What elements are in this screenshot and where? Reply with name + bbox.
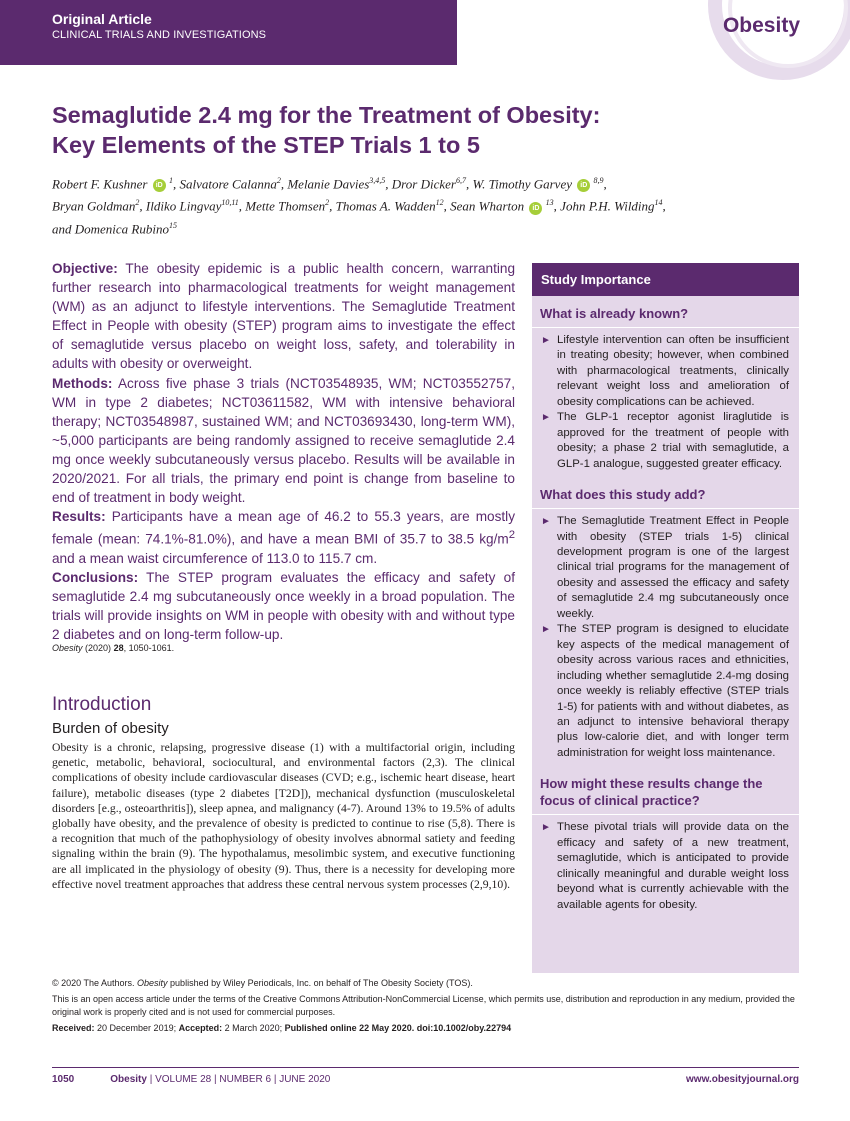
- author-line-3: [52, 216, 772, 238]
- affiliation-number: 12: [435, 198, 444, 208]
- author-line-2: Bryan Goldman$^2$, Ildiko Lingvay$^{10,11}$, Mette Thomsen$^2$, Thomas A. Wadden$^{12}$, Sean Wharton iD $^{13}$, John P.H. Wilding$^{14}$,: [52, 198, 666, 214]
- footer-journal-name: Obesity: [110, 1074, 147, 1085]
- abstract-label: Conclusions:: [52, 570, 139, 586]
- list-item-text: Lifestyle intervention can often be insufficient in treating obesity; however, when combined with pharmacological treatments, clinically relevant weight loss and amelioration of obesity complications can be achieved.: [557, 334, 789, 408]
- dates-line: [52, 1022, 812, 1035]
- affiliation-number: 3,4,5: [369, 176, 386, 185]
- arrow-bullet-icon: ►: [541, 516, 551, 528]
- affiliation-number: 8,9: [593, 176, 604, 185]
- author-list: [52, 171, 772, 238]
- introduction-body: Obesity is a chronic, relapsing, progressive disease (1) with a multifactorial origin, including genetic, metabolic, behavioral, sociocultural, and environmental factors (2,3). The clinical complications of obesity include cardiovascular diseases (CVD; e.g., ischemic heart disease, heart failure), metabolic diseases (type 2 diabetes [T2D]), mechanical dysfunction (musculoskeletal disorders [e.g., osteoarthritis]), sleep apnea, and malignancy (4-7). Around 13% to 19.5% of adults globally have obesity, and the prevalence of obesity is predicted to continue to rise (5,8). There is a recognition that much of the pathophysiology of obesity involves abnormal satiety and feeding signaling within the brain (9). The hypothalamus, mesolimbic system, and executive functioning are all implicated in the physiology of obesity (9). Thus, there is a necessity for developing more effective novel treatment approaches that address these central nervous system processes (2,9,10).: [52, 741, 515, 891]
- author-name: Bryan Goldman: [52, 198, 136, 214]
- abstract-label: Objective:: [52, 261, 118, 276]
- article-section: CLINICAL TRIALS AND INVESTIGATIONS: [52, 29, 267, 41]
- affiliation-number: 14: [654, 198, 663, 208]
- author-name: , Mette Thomsen: [238, 198, 326, 214]
- list-item: [532, 514, 799, 622]
- author-name: and Domenica Rubino: [52, 220, 169, 236]
- study-importance-title: Study Importance: [532, 263, 799, 296]
- author-line-1: Robert F. Kushner iD $^1$, Salvatore Calanna$^2$, Melanie Davies$^{3,4,5}$, Dror Dicker$^{6,7}$, W. Timothy Garvey iD $^{8,9}$,: [52, 176, 607, 192]
- superscript: 2: [508, 529, 515, 542]
- introduction-heading: Introduction: [52, 694, 152, 715]
- abstract-label: Results:: [52, 509, 106, 525]
- title-line-2: Key Elements of the STEP Trials 1 to 5: [52, 132, 480, 158]
- abstract-conclusions: [52, 568, 515, 644]
- citation-pages: , 1050-1061.: [123, 643, 175, 653]
- footer-block: [52, 977, 812, 1035]
- author-name: , Ildiko Lingvay: [139, 198, 222, 214]
- list-item-text: The STEP program is designed to elucidate key aspects of the medical management of obesity across various races and ethnicities, including whether semaglutide 2.4-mg dosing once weekly is reliably effective (STEP trials 1-5) for patients with and without diabetes, as an adjunct to intensive behavioral therapy plus low-calorie diet, and with longer term administration for weight loss maintenance.: [557, 623, 789, 759]
- copyright-line: [52, 977, 812, 990]
- article-title: [52, 100, 752, 160]
- affiliation-number: 2: [276, 176, 281, 185]
- abstract-methods: [52, 374, 515, 508]
- affiliation-number: 10,11: [221, 198, 239, 208]
- page-footer: [52, 1074, 799, 1085]
- affiliation-number: 2: [325, 198, 330, 208]
- affiliation-number: 2: [135, 198, 140, 208]
- author-name: , Sean Wharton: [443, 198, 525, 214]
- header-band: [0, 0, 457, 65]
- abstract-text: Across five phase 3 trials (NCT03548935, WM; NCT03552757, WM in type 2 diabetes; NCT03611582, WM with intensive behavioral therapy; NCT03548987, sustained WM; and NCT03693430, long-term WM), ~5,000 participants are being randomly assigned to receive semaglutide 2.4 mg once weekly subcutaneously versus placebo. Results will be available in 2020/2021. For all trials, the primary end point is change from baseline to end of treatment in body weight.: [52, 375, 515, 506]
- author-name: , Salvatore Calanna: [172, 176, 277, 192]
- accepted-date: 2 March 2020;: [222, 1023, 285, 1033]
- footer-divider: [52, 1067, 799, 1068]
- list-item-text: The Semaglutide Treatment Effect in People with obesity (STEP trials 1-5) clinical development program is one of the largest clinical trial programs for the management of obesity and assessed the efficacy and safety of semaglutide 2.4 mg subcutaneously once weekly.: [557, 515, 789, 620]
- author-name: , Thomas A. Wadden: [329, 198, 436, 214]
- list-item: [532, 333, 799, 410]
- abstract-label: Methods:: [52, 375, 113, 391]
- arrow-bullet-icon: ►: [541, 412, 551, 424]
- divider: [532, 814, 799, 815]
- orcid-icon[interactable]: iD: [577, 179, 590, 192]
- author-name: , W. Timothy Garvey: [465, 176, 572, 192]
- license-text: This is an open access article under the terms of the Creative Commons Attribution-NonCommercial License, which permits use, distribution and reproduction in any medium, provided the original work is properly cited and is not used for commercial purposes.: [52, 994, 795, 1017]
- citation-year: (2020): [85, 643, 112, 653]
- copyright-journal: Obesity: [137, 978, 168, 988]
- abstract: [52, 259, 515, 644]
- arrow-bullet-icon: ►: [541, 335, 551, 346]
- divider: [532, 327, 799, 328]
- abstract-text: The STEP program evaluates the efficacy and safety of semaglutide 2.4 mg subcutaneously once weekly in a broad population. The trials will provide insights on WM in people with obesity with and without type 2 diabetes and on long-term follow-up.: [52, 570, 515, 643]
- abstract-results: [52, 507, 515, 568]
- journal-url-link[interactable]: www.obesityjournal.org: [686, 1074, 799, 1085]
- author-name: , John P.H. Wilding: [553, 198, 655, 214]
- list-item-text: These pivotal trials will provide data on the efficacy and safety of a new treatment, semaglutide, which is anticipated to provide clinically meaningful and durable weight loss beyond what is currently achievable with the available agents for obesity.: [557, 821, 789, 911]
- box-section-heading: What is already known?: [540, 306, 689, 321]
- list-item: [532, 410, 799, 472]
- citation-volume: 28: [113, 643, 124, 653]
- divider: [532, 508, 799, 509]
- affiliation-number: 1: [168, 176, 173, 185]
- author-name: , Melanie Davies: [280, 176, 370, 192]
- journal-logo: [700, 0, 850, 100]
- abstract-text: and a mean waist circumference of 113.0 to 115.7 cm.: [52, 550, 378, 566]
- accepted-label: Accepted:: [178, 1023, 223, 1033]
- list-item: [532, 622, 799, 761]
- journal-logo-text: Obesity: [722, 14, 800, 37]
- copyright-text: © 2020 The Authors.: [52, 978, 138, 988]
- citation: [52, 643, 174, 653]
- abstract-text: The obesity epidemic is a public health concern, warranting further research into pharmacological treatments for weight management (WM) as an adjunct to lifestyle interventions. The Semaglutide Treatment Effect in People with obesity (STEP) program aims to investigate the effect of semaglutide versus placebo on weight loss, safety, and tolerability in adults with obesity or overweight.: [52, 261, 515, 372]
- list-item-text: The GLP-1 receptor agonist liraglutide is approved for the treatment of people with obesity; a phase 2 trial with semaglutide, a GLP-1 analogue, suggested greater efficacy.: [557, 411, 789, 470]
- arrow-bullet-icon: ►: [541, 624, 551, 636]
- title-line-1: Semaglutide 2.4 mg for the Treatment of Obesity:: [52, 102, 601, 128]
- affiliation-number: 6,7: [455, 176, 466, 185]
- article-type: Original Article: [52, 11, 152, 27]
- author-name: Robert F. Kushner: [52, 176, 148, 192]
- introduction-subheading: Burden of obesity: [52, 720, 169, 737]
- received-date: 20 December 2019;: [94, 1023, 179, 1033]
- page-number: 1050: [52, 1074, 75, 1085]
- abstract-text: Participants have a mean age of 46.2 to 55.3 years, are mostly female (mean: 74.1%-81.0%), and have a mean BMI of 35.7 to 38.5 kg/m: [52, 509, 515, 547]
- affiliation-number: 15: [168, 220, 177, 230]
- orcid-icon[interactable]: iD: [153, 179, 166, 192]
- box-section-heading: What does this study add?: [540, 487, 706, 503]
- orcid-icon[interactable]: iD: [529, 202, 542, 215]
- citation-journal: Obesity: [52, 643, 83, 653]
- copyright-text: published by Wiley Periodicals, Inc. on behalf of The Obesity Society (TOS).: [167, 978, 473, 988]
- list-item: [532, 820, 799, 913]
- received-label: Received:: [52, 1023, 95, 1033]
- abstract-objective: [52, 259, 515, 374]
- arrow-bullet-icon: ►: [541, 822, 551, 834]
- box-section-heading: How might these results change the focus of clinical practice?: [540, 776, 763, 809]
- footer-issue: | VOLUME 28 | NUMBER 6 | JUNE 2020: [146, 1074, 331, 1085]
- published-doi[interactable]: Published online 22 May 2020. doi:10.1002/oby.22794: [284, 1023, 512, 1033]
- study-importance-box: [532, 263, 799, 973]
- affiliation-number: 13: [545, 198, 554, 208]
- author-name: , Dror Dicker: [385, 176, 456, 192]
